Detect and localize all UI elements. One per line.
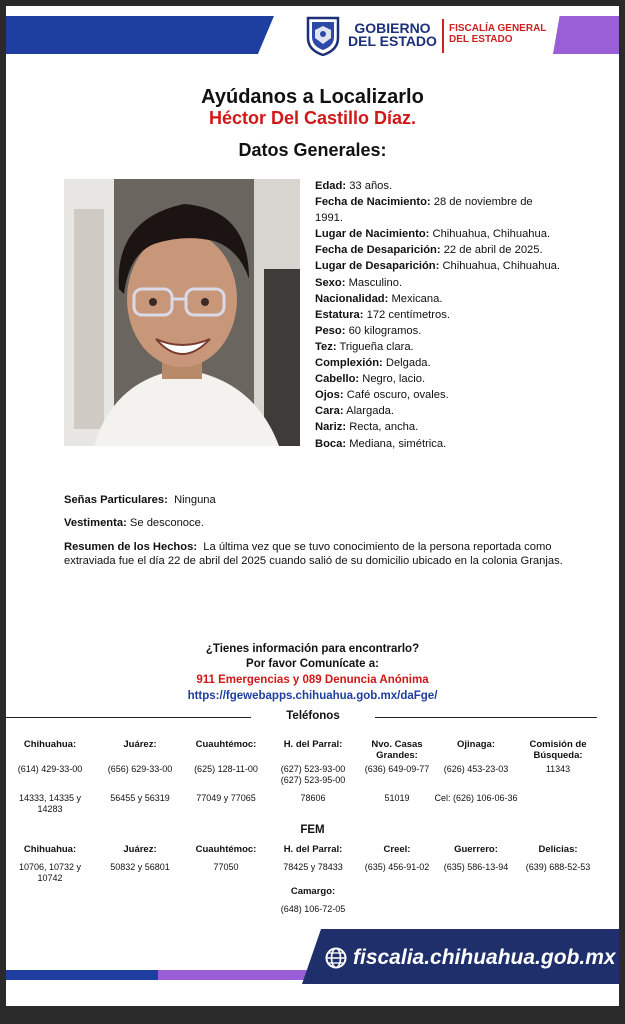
fiscalia-line2: DEL ESTADO <box>449 34 513 45</box>
detail-label: Edad: <box>315 180 347 192</box>
detail-value: 172 centímetros. <box>366 308 450 321</box>
detail-row <box>315 178 560 194</box>
fiscalia-logo <box>449 23 546 45</box>
detail-label: Cara: <box>315 405 344 418</box>
detail-value: Trigueña clara. <box>339 340 414 353</box>
gov-line1: GOBIERNO <box>354 20 431 36</box>
fem-phone-number: (635) 456-91-02 <box>364 862 430 872</box>
phone-number: (626) 453-23-03 <box>443 764 509 774</box>
details-list <box>315 178 560 452</box>
section-title: Datos Generales: <box>238 140 387 160</box>
fem-phone-number: 10706, 10732 y 10742 <box>18 862 82 883</box>
detail-row <box>315 436 560 452</box>
phone-office-header: Chihuahua: <box>23 739 77 750</box>
detail-value: Recta, ancha. <box>349 421 419 434</box>
detail-label: Fecha de Nacimiento: <box>315 196 431 209</box>
detail-row <box>315 355 560 371</box>
phone-number: (625) 128-11-00 <box>194 764 258 774</box>
phone-number: 11343 <box>545 764 571 774</box>
detail-value: Chihuahua, Chihuahua. <box>432 228 551 241</box>
detail-value: Masculino. <box>348 276 403 289</box>
phone-extension: 14333, 14335 y 14283 <box>18 793 82 814</box>
detail-value: 33 años. <box>349 180 393 192</box>
senas-value: Ninguna <box>174 494 216 506</box>
camargo-label: Camargo: <box>290 886 336 897</box>
fem-phone-number: 77050 <box>213 862 239 872</box>
detail-label: Lugar de Nacimiento: <box>315 228 430 241</box>
divider-left <box>6 717 251 718</box>
fem-office-header: Guerrero: <box>454 844 498 855</box>
detail-label: Boca: <box>315 437 347 450</box>
phone-number: (656) 629-33-00 <box>107 764 173 774</box>
phone-number: (614) 429-33-00 <box>17 764 83 774</box>
missing-person-poster <box>6 6 619 1006</box>
fem-office-header: Delicias: <box>538 844 578 855</box>
state-seal-icon <box>306 16 340 56</box>
detail-row <box>315 194 560 226</box>
camargo-value: (648) 106-72-05 <box>280 904 346 914</box>
fem-office-header: H. del Parral: <box>283 844 343 855</box>
telefonos-title: Teléfonos <box>286 710 340 722</box>
contact-url-link[interactable]: https://fgewebapps.chihuahua.gob.mx/daFge/ <box>187 690 438 702</box>
fem-phone-number: 78425 y 78433 <box>283 862 343 872</box>
phone-office-header: Juárez: <box>123 739 157 750</box>
vestimenta-label: Vestimenta: <box>64 517 127 529</box>
phone-office-header: Nvo. Casas Grandes: <box>371 739 423 761</box>
fiscalia-line1: FISCALÍA GENERAL <box>449 23 547 34</box>
gov-line2: DEL ESTADO <box>348 33 437 49</box>
divider-right <box>375 717 597 718</box>
detail-row <box>315 403 560 419</box>
detail-label: Complexión: <box>315 357 383 370</box>
detail-label: Lugar de Desaparición: <box>315 260 440 273</box>
detail-row <box>315 339 560 355</box>
phone-number: (627) 523-93-00 (627) 523-95-00 <box>280 764 346 785</box>
phone-office-header: Ojinaga: <box>456 739 495 750</box>
detail-row <box>315 371 560 387</box>
detail-row <box>315 258 560 274</box>
fem-office-header: Juárez: <box>123 844 157 855</box>
gobierno-del-estado-logo <box>348 22 437 48</box>
detail-label: Sexo: <box>315 276 346 289</box>
detail-value: Mediana, simétrica. <box>349 437 447 450</box>
fem-title: FEM <box>300 824 325 836</box>
detail-value: Alargada. <box>346 405 395 418</box>
detail-value: 28 de noviembre de 1991. <box>315 196 533 225</box>
phone-office-header: Comisión de Búsqueda: <box>529 739 587 761</box>
fem-phone-number: (635) 586-13-94 <box>443 862 509 872</box>
detail-value: 22 de abril de 2025. <box>443 244 543 257</box>
fem-phone-number: (639) 688-52-53 <box>525 862 591 872</box>
fem-office-header: Creel: <box>383 844 411 855</box>
detail-label: Cabello: <box>315 373 360 386</box>
detail-value: Negro, lacio. <box>362 373 426 386</box>
detail-row <box>315 226 560 242</box>
globe-icon <box>325 947 347 969</box>
senas-particulares <box>64 493 584 507</box>
phone-extension: 77049 y 77065 <box>196 793 256 803</box>
detail-row <box>315 275 560 291</box>
phone-office-header: H. del Parral: <box>283 739 343 750</box>
page-title: Ayúdanos a Localizarlo <box>201 86 424 108</box>
resumen-label: Resumen de los Hechos: <box>64 541 198 553</box>
phone-extension: Cel: (626) 106-06-36 <box>434 793 518 803</box>
vestimenta <box>64 516 584 530</box>
logo-divider <box>442 19 444 53</box>
phone-number: (636) 649-09-77 <box>364 764 430 774</box>
detail-row <box>315 419 560 435</box>
detail-row <box>315 323 560 339</box>
detail-row <box>315 242 560 258</box>
emergency-numbers: 911 Emergencias y 089 Denuncia Anónima <box>196 674 429 686</box>
detail-label: Tez: <box>315 340 337 353</box>
vestimenta-value: Se desconoce. <box>129 517 204 529</box>
contact-question: ¿Tienes información para encontrarlo? <box>205 643 420 655</box>
phone-extension: 56455 y 56319 <box>110 793 170 803</box>
detail-label: Nacionalidad: <box>315 292 389 305</box>
person-name: Héctor Del Castillo Díaz. <box>208 108 417 128</box>
detail-value: Chihuahua, Chihuahua. <box>442 260 561 273</box>
header-purple-bar <box>553 16 619 54</box>
detail-value: 60 kilogramos. <box>348 324 422 337</box>
detail-row <box>315 307 560 323</box>
detail-value: Café oscuro, ovales. <box>346 389 449 402</box>
detail-value: Delgada. <box>385 357 431 370</box>
detail-label: Peso: <box>315 324 346 337</box>
fem-office-header: Chihuahua: <box>23 844 77 855</box>
phone-extension: 51019 <box>384 793 410 803</box>
header-blue-bar <box>6 16 274 54</box>
person-photo <box>64 179 300 446</box>
resumen-hechos <box>64 540 584 568</box>
detail-value: Mexicana. <box>391 292 443 305</box>
detail-row <box>315 291 560 307</box>
detail-row <box>315 387 560 403</box>
fem-office-header: Cuauhtémoc: <box>195 844 257 855</box>
fem-phone-number: 50832 y 56801 <box>110 862 170 872</box>
phone-office-header: Cuauhtémoc: <box>195 739 257 750</box>
resumen-value: La última vez que se tuvo conocimiento de la persona reportada como extraviada fue el día 22 de abril del 2025 cuando salió de su domicilio ubicado en la colonia Granjas. <box>64 541 563 567</box>
contact-prompt: Por favor Comunícate a: <box>246 658 379 670</box>
footer-purple-bar <box>158 970 316 980</box>
detail-label: Nariz: <box>315 421 347 434</box>
footer-website-link[interactable]: fiscalia.chihuahua.gob.mx <box>353 946 616 969</box>
detail-label: Estatura: <box>315 308 364 321</box>
senas-label: Señas Particulares: <box>64 494 168 506</box>
detail-label: Ojos: <box>315 389 344 402</box>
detail-label: Fecha de Desaparición: <box>315 244 441 257</box>
phone-extension: 78606 <box>300 793 326 803</box>
